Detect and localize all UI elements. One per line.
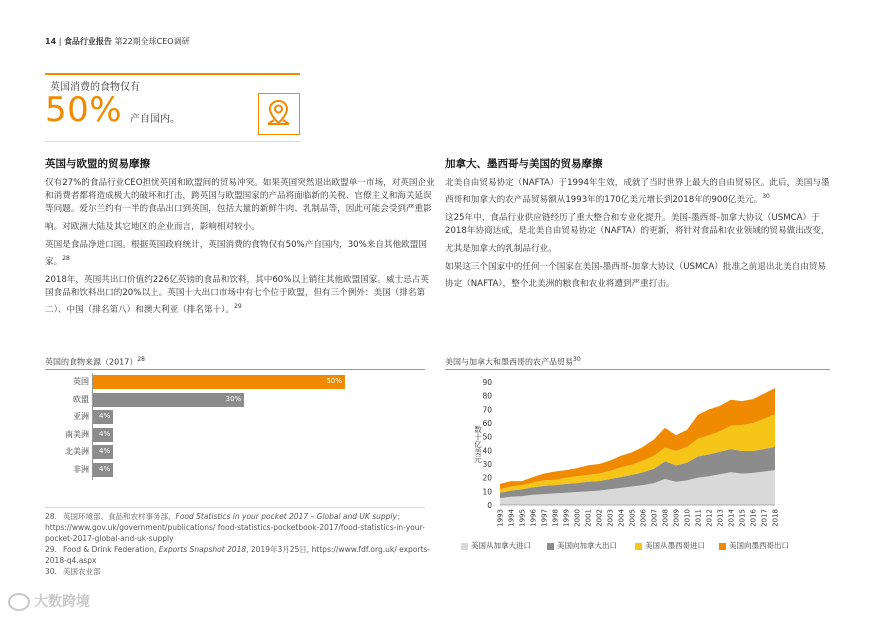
x-tick-label: 2017 <box>760 509 769 527</box>
y-tick-label: 10 <box>482 487 492 497</box>
bar <box>93 445 113 459</box>
bar <box>93 428 113 442</box>
bar-chart-title: 英国的食物来源$(2017)^{28}$ <box>45 356 145 367</box>
x-tick-label: 2005 <box>628 509 637 527</box>
bar-value-label: 4% <box>99 429 111 438</box>
left-column <box>45 156 435 322</box>
x-tick-label: 2006 <box>639 509 648 527</box>
x-tick-label: 1993 <box>496 509 505 527</box>
stat-label: 英国消费的食物仅有 <box>50 82 140 93</box>
y-axis-label: 数十亿美元 <box>473 425 483 463</box>
legend-label: 美国从加拿大进口 <box>471 541 531 550</box>
right-column <box>445 156 830 296</box>
bar-value-label: 50% <box>326 377 342 385</box>
watermark: 大数跨境 <box>8 591 90 611</box>
y-tick-label: 50 <box>482 432 492 442</box>
x-tick-label: 1998 <box>551 509 560 527</box>
left-paragraph-2: 英国是食品净进口国。根据英国政府统计，英国消费的食物仅有50%产自国内，30%来自其他欧盟国家。$^{28}$ <box>45 239 427 267</box>
stat-value: 50% <box>45 90 123 130</box>
bar <box>93 375 345 389</box>
bar-category-label: 英国 <box>73 377 89 386</box>
y-tick-label: 20 <box>482 473 492 483</box>
bar-chart-rule <box>45 369 425 370</box>
stat-top-rule <box>45 73 300 75</box>
left-paragraph-1: 仅有27%的食品行业CEO担忧英国和欧盟间的贸易冲突。如果英国突然退出欧盟单一市场，对英国企业和消费者都将造成极大的破坏和打击，跨英国与欧盟国家的产品将面临新的关税、官僚主义和海关延误等问题。爱尔兰约有一半的食品出口到英国，包括大量的新鲜牛肉、乳制品等，因此可能会受到严重影响。对欧洲大陆及其它地区的企业而言，影响相对较小。 <box>45 178 435 232</box>
left-paragraph-3: 2018年，英国共出口价值约226亿英镑的食品和饮料，其中60%以上销往其他欧盟国家。威士忌占英国食品和饮料出口的20%以上。英国十大出口市场中有七个位于欧盟，但有三个例外：美国（排名第二）、中国（排名第八）和澳大利亚（排名第十）。$^{29}$ <box>45 274 429 316</box>
watermark-logo-icon <box>8 593 30 611</box>
bar-value-label: 30% <box>225 394 242 403</box>
bar <box>93 463 113 477</box>
y-tick-label: 30 <box>482 460 492 469</box>
y-tick-label: 70 <box>482 405 492 415</box>
left-heading: 英国与欧盟的贸易摩擦 <box>45 158 150 170</box>
x-tick-label: 2014 <box>727 509 736 527</box>
x-tick-label: 2001 <box>584 509 593 527</box>
bar <box>93 410 113 424</box>
y-tick-label: 40 <box>482 446 492 456</box>
location-pin-icon <box>258 93 300 135</box>
bar <box>93 393 244 407</box>
x-tick-label: 2009 <box>672 509 681 527</box>
legend-swatch <box>547 543 554 550</box>
x-tick-label: 1996 <box>529 509 538 527</box>
x-tick-label: 2016 <box>749 509 758 527</box>
area-chart-legend <box>461 540 831 552</box>
footnote-28: 28. 英国环境部、食品和农村事务部，Food Statistics in your pocket 2017 – Global and UK supply；https://www.gov.uk/government/publications/ food-statistics-pocketbook-2017/food-statistics-in-your-pocket-2017-global-and-uk-supply <box>45 512 425 543</box>
bar-category-label: 非洲 <box>73 464 89 474</box>
report-title: 食品行业报告 <box>63 37 112 46</box>
legend-label: 美国从墨西哥进口 <box>645 541 705 550</box>
footnote-rule <box>45 507 425 508</box>
right-paragraph-3: 如果这三个国家中的任何一个国家在美国-墨西哥-加拿大协议（USMCA）批准之前退出北美自由贸易协定（NAFTA），整个北美洲的粮食和农业将遭到严重打击。 <box>445 261 826 289</box>
x-tick-label: 2018 <box>771 509 780 527</box>
x-tick-label: 2000 <box>573 509 582 527</box>
x-tick-label: 2007 <box>650 509 659 527</box>
x-tick-label: 1997 <box>540 509 549 527</box>
y-tick-label: 90 <box>482 378 492 387</box>
bar-chart-axis <box>92 373 93 480</box>
x-tick-label: 2003 <box>606 509 615 527</box>
footnote-30: 30. 美国农业部 <box>45 567 101 576</box>
x-tick-label: 2008 <box>661 509 670 527</box>
bar-value-label: 4% <box>99 464 111 473</box>
bar-category-label: 亚洲 <box>73 412 89 421</box>
right-paragraph-2: 这25年中，食品行业供应链经历了重大整合和专业化提升。美国-墨西哥-加拿大协议（USMCA）于2018年协商达成，是北美自由贸易协定（NAFTA）的更新，将针对食品和农业领域的贸易做出改变，尤其是加拿大的乳制品行业。 <box>445 213 830 254</box>
page-number: 14 <box>45 37 57 46</box>
x-tick-label: 2002 <box>595 509 604 527</box>
area-chart-rule <box>445 369 830 370</box>
x-tick-label: 2004 <box>617 509 626 527</box>
x-tick-label: 2015 <box>738 509 747 527</box>
legend-swatch <box>461 543 468 550</box>
x-tick-label: 2011 <box>694 509 703 527</box>
y-tick-label: 60 <box>482 419 492 428</box>
right-paragraph-1: 北美自由贸易协定（NAFTA）于1994年生效，成就了当时世界上最大的自由贸易区。此后，美国与墨西哥和加拿大的农产品贸易额从1993年的170亿美元增长到2018年的900亿美元。$^{30}$ <box>445 178 830 206</box>
area-chart <box>445 372 830 537</box>
page-header: 14 | 食品行业报告 第22期全球CEO调研 <box>45 37 190 46</box>
legend-item <box>547 540 617 551</box>
x-tick-label: 2012 <box>705 509 714 527</box>
right-heading: 加拿大、墨西哥与美国的贸易摩擦 <box>445 158 603 170</box>
footnote-29: 29. Food & Drink Federation, Exports Snapshot 2018, 2019年3月25日, https://www.fdf.org.uk/ exports-2018-q4.aspx <box>45 545 431 565</box>
x-tick-label: 1995 <box>518 509 527 527</box>
y-tick-label: 80 <box>482 391 492 401</box>
area-chart-title: 美国与加拿大和墨西哥的农产品贸易$^{30}$ <box>445 356 581 367</box>
y-tick-label: 0 <box>487 501 492 510</box>
x-tick-label: 1999 <box>562 509 571 527</box>
bar-category-label: 欧盟 <box>73 394 89 404</box>
bar-category-label: 南美洲 <box>65 429 89 439</box>
legend-item <box>461 540 531 551</box>
report-subtitle: 第22期全球CEO调研 <box>114 37 190 46</box>
legend-label: 美国向加拿大出口 <box>557 541 617 550</box>
legend-label: 美国向墨西哥出口 <box>729 541 789 550</box>
bar-value-label: 4% <box>99 412 111 420</box>
x-tick-label: 1994 <box>507 509 516 527</box>
bar-category-label: 北美洲 <box>65 447 89 456</box>
legend-swatch <box>635 543 642 550</box>
stat-bottom-rule <box>45 141 300 142</box>
stat-suffix: 产自国内。 <box>130 114 180 125</box>
legend-item <box>635 540 705 551</box>
x-tick-label: 2013 <box>716 509 725 527</box>
legend-item <box>719 540 789 551</box>
legend-swatch <box>719 543 726 550</box>
bar-value-label: 4% <box>99 447 111 455</box>
x-tick-label: 2010 <box>683 509 692 527</box>
